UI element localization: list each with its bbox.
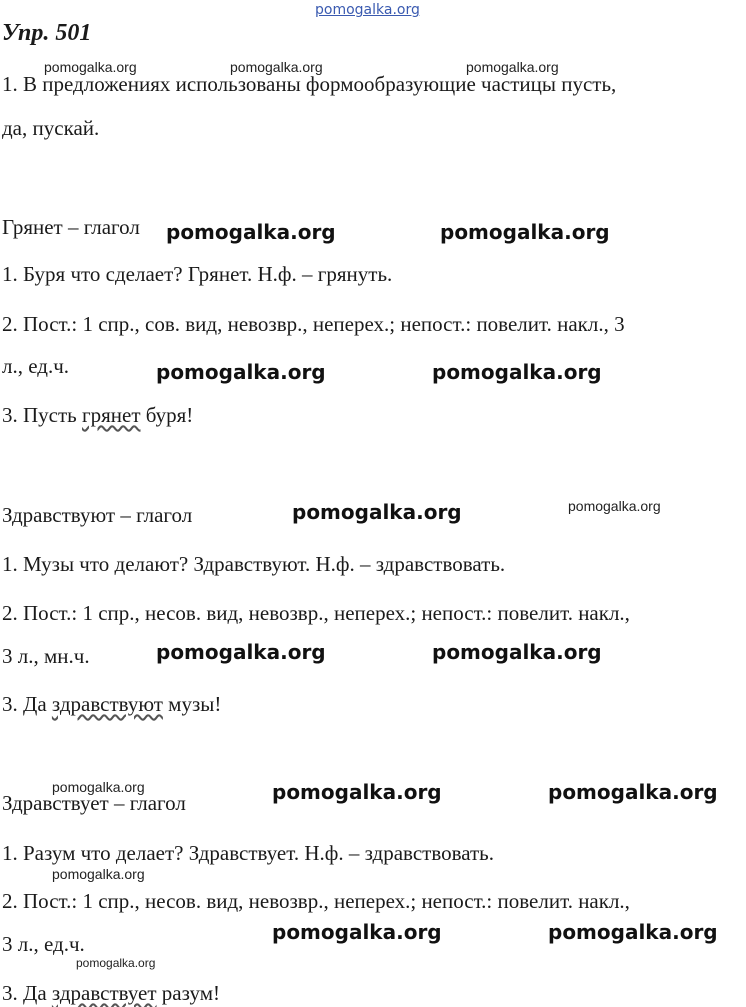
section-line-1: 1. Буря что сделает? Грянет. Н.ф. – грянуть.: [2, 262, 393, 286]
exercise-title: Упр. 501: [2, 20, 92, 46]
watermark-large: pomogalka.org: [292, 500, 462, 524]
section-line-2b: л., ед.ч.: [2, 354, 70, 378]
watermark-large: pomogalka.org: [272, 920, 442, 944]
example-verb: здравствуют: [51, 692, 163, 716]
section-line-3: [2, 405, 193, 426]
watermark-large: pomogalka.org: [432, 360, 602, 384]
section-line-2a: 2. Пост.: 1 спр., несов. вид, невозвр., неперех.; непост.: повелит. накл.,: [2, 601, 630, 625]
watermark-large: pomogalka.org: [548, 780, 718, 804]
watermark-large: pomogalka.org: [432, 640, 602, 664]
intro-line-2: да, пускай.: [2, 116, 100, 140]
watermark-large: pomogalka.org: [166, 220, 336, 244]
section-line-1: 1. Разум что делает? Здравствует. Н.ф. – здравствовать.: [2, 841, 495, 865]
section-heading: Грянет – глагол: [2, 215, 140, 239]
watermark-small: pomogalka.org: [52, 866, 145, 882]
section-line-2b: 3 л., ед.ч.: [2, 932, 85, 956]
example-prefix: 3. Пусть: [2, 403, 82, 427]
watermark-small: pomogalka.org: [568, 498, 661, 514]
example-suffix: разум!: [156, 981, 220, 1005]
watermark-large: pomogalka.org: [156, 640, 326, 664]
section-line-2b: 3 л., мн.ч.: [2, 644, 90, 668]
watermark-small: pomogalka.org: [52, 779, 145, 795]
section-line-2a: 2. Пост.: 1 спр., сов. вид, невозвр., неперех.; непост.: повелит. накл., 3: [2, 312, 625, 336]
watermark-small: pomogalka.org: [76, 956, 156, 970]
watermark-large: pomogalka.org: [440, 220, 610, 244]
watermark-large: pomogalka.org: [272, 780, 442, 804]
section-line-1: 1. Музы что делают? Здравствуют. Н.ф. – здравствовать.: [2, 552, 506, 576]
section-line-3: [2, 983, 220, 1004]
example-verb: здравствует: [51, 981, 157, 1005]
intro-line-1: 1. В предложениях использованы формообразующие частицы пусть,: [2, 72, 617, 96]
watermark-small: pomogalka.org: [466, 59, 559, 75]
example-verb: грянет: [82, 403, 141, 427]
watermark-top: pomogalka.org: [315, 2, 420, 18]
example-suffix: музы!: [162, 692, 222, 716]
example-suffix: буря!: [140, 403, 194, 427]
section-line-2a: 2. Пост.: 1 спр., несов. вид, невозвр., неперех.; непост.: повелит. накл.,: [2, 889, 630, 913]
example-prefix: 3. Да: [2, 981, 52, 1005]
section-line-3: [2, 694, 221, 715]
watermark-large: pomogalka.org: [548, 920, 718, 944]
section-heading: Здравствует – глагол: [2, 791, 186, 815]
section-heading: Здравствуют – глагол: [2, 503, 193, 527]
watermark-large: pomogalka.org: [156, 360, 326, 384]
watermark-small: pomogalka.org: [44, 59, 137, 75]
watermark-small: pomogalka.org: [230, 59, 323, 75]
example-prefix: 3. Да: [2, 692, 52, 716]
